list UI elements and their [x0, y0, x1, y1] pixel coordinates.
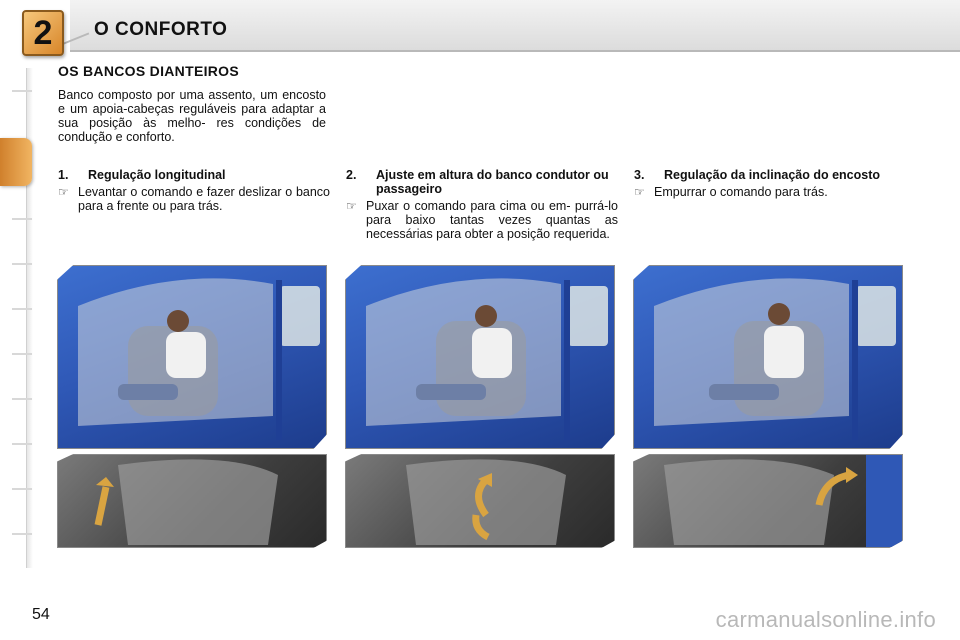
item-title: Ajuste em altura do banco condutor ou passageiro: [376, 168, 609, 196]
chapter-tab[interactable]: [12, 353, 32, 355]
section-intro: Banco composto por uma assento, um encosto e um apoia-cabeças reguláveis para adaptar a sua posição às melho- res condições de condução e conforto.: [58, 88, 326, 144]
illustration-seat-height: [345, 265, 615, 449]
watermark: carmanualsonline.info: [715, 607, 936, 632]
instruction-item-2: [346, 168, 618, 241]
instruction-item-3: [634, 168, 906, 199]
section-title: OS BANCOS DIANTEIROS: [58, 63, 240, 79]
item-text: Empurrar o comando para trás.: [654, 185, 828, 199]
chapter-tab[interactable]: [12, 90, 32, 92]
closeup-height-lever: [345, 454, 615, 548]
arrow-icon: [98, 487, 106, 525]
item-heading: [346, 168, 618, 196]
closeup-longitudinal-lever: [57, 454, 327, 548]
car-door-illustration: [634, 266, 902, 448]
item-heading: [634, 168, 906, 182]
chapter-tab[interactable]: [12, 443, 32, 445]
illustration-driver-seat-longitudinal: [57, 265, 327, 449]
car-door-illustration: [58, 266, 326, 448]
arrow-head-icon: [96, 477, 114, 487]
instruction-item-1: [58, 168, 330, 213]
chapter-tabs: [0, 68, 34, 580]
car-door-illustration: [346, 266, 614, 448]
chapter-tab-active[interactable]: [0, 138, 32, 186]
closeup-recline-lever: [633, 454, 903, 548]
illustration-backrest-recline: [633, 265, 903, 449]
item-title: Regulação longitudinal: [88, 168, 226, 182]
pointing-hand-icon: ☞: [346, 199, 357, 213]
item-text: Puxar o comando para cima ou em- purrá-lo para baixo tantas vezes quantas as necessárias para obter a posição requerida.: [366, 199, 618, 241]
item-step: [346, 199, 618, 241]
chapter-tab[interactable]: [12, 218, 32, 220]
chapter-tab[interactable]: [12, 263, 32, 265]
seat-closeup-illustration: [346, 455, 614, 547]
item-number: 1.: [58, 168, 69, 182]
chapter-tab[interactable]: [12, 533, 32, 535]
item-title: Regulação da inclinação do encosto: [664, 168, 881, 182]
seat-closeup-illustration: [58, 455, 326, 547]
item-number: 3.: [634, 168, 645, 182]
page-number: 54: [32, 606, 50, 623]
item-step: [634, 185, 906, 199]
page-header: [0, 0, 960, 62]
arrow-head-icon: [846, 467, 858, 483]
chapter-title: O CONFORTO: [94, 19, 228, 40]
item-number: 2.: [346, 168, 357, 182]
chapter-tab[interactable]: [12, 488, 32, 490]
chapter-number-badge: 2: [22, 10, 64, 56]
chapter-tab[interactable]: [12, 398, 32, 400]
chapter-tab[interactable]: [12, 308, 32, 310]
item-heading: [58, 168, 330, 182]
seat-closeup-illustration: [634, 455, 902, 547]
item-text: Levantar o comando e fazer deslizar o banco para a frente ou para trás.: [78, 185, 330, 213]
pointing-hand-icon: ☞: [634, 185, 645, 199]
pointing-hand-icon: ☞: [58, 185, 69, 199]
item-step: [58, 185, 330, 213]
